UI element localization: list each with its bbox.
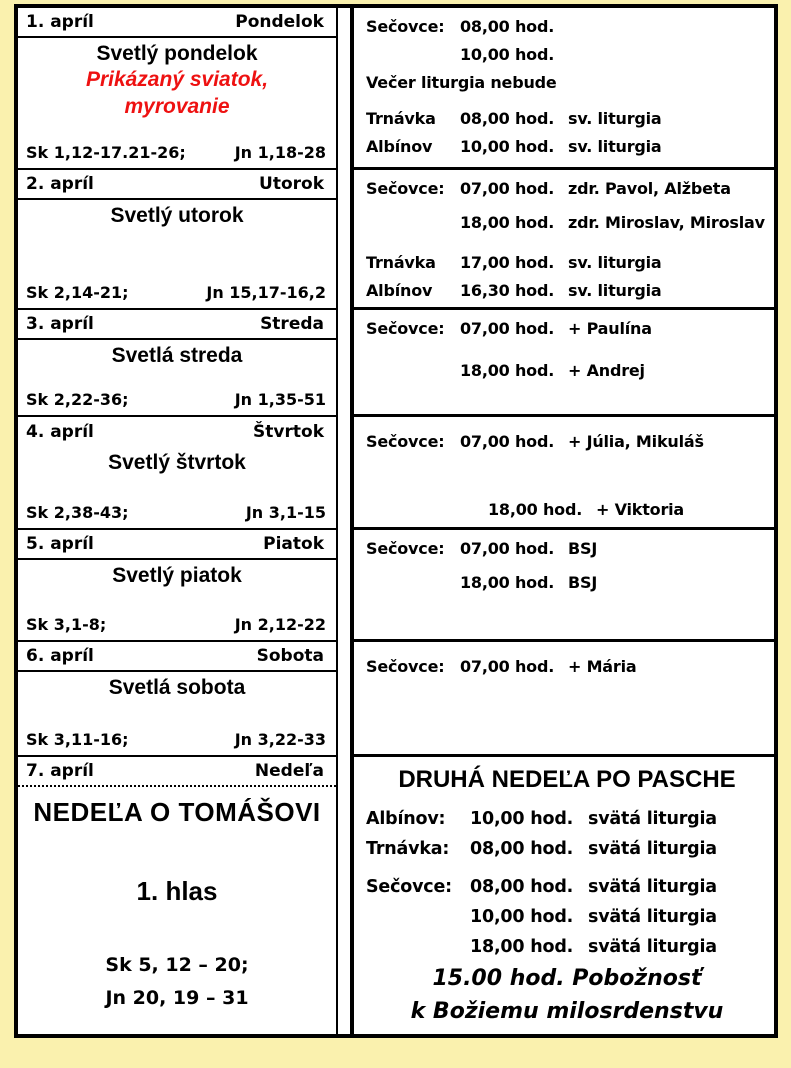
service-line <box>366 428 768 456</box>
service-time: 10,00 hod. <box>460 137 555 156</box>
service-time: 18,00 hod. <box>460 361 555 380</box>
service-intention: sv. liturgia <box>568 281 662 300</box>
services-cell-wednesday <box>350 310 774 417</box>
day-header <box>18 417 336 447</box>
holiday-note-line1: Prikázaný sviatok, <box>85 68 269 91</box>
service-intention <box>568 13 768 41</box>
readings <box>18 503 336 528</box>
service-line <box>366 105 768 133</box>
feast-title: Svetlá streda <box>111 344 243 367</box>
day-header <box>18 8 336 38</box>
date-label: 5. apríl <box>26 534 94 554</box>
service-line <box>366 13 768 41</box>
feast-title: Svetlá sobota <box>108 676 246 699</box>
service-time: 07,00 hod. <box>460 179 555 198</box>
feast-title: Svetlý utorok <box>110 204 244 227</box>
weekday-label: Sobota <box>256 646 324 666</box>
weekday-label: Utorok <box>259 174 324 194</box>
service-intention: BSJ <box>568 573 598 592</box>
weekday-label: Nedeľa <box>254 761 324 781</box>
reading-gospel: Jn 3,1-15 <box>245 503 326 522</box>
service-intention: sv. liturgia <box>568 109 662 128</box>
date-label: 3. apríl <box>26 314 94 334</box>
sunday-readings <box>18 949 336 1015</box>
service-line <box>366 804 768 834</box>
service-intention: BSJ <box>568 539 598 558</box>
service-time: 07,00 hod. <box>460 657 555 676</box>
service-line <box>366 315 768 343</box>
service-time: 08,00 hod. <box>470 877 574 897</box>
service-time: 08,00 hod. <box>470 839 574 859</box>
service-place <box>366 209 460 237</box>
feast-title: Svetlý štvrtok <box>108 451 246 474</box>
service-place: Sečovce: <box>366 17 445 36</box>
service-time: 10,00 hod. <box>460 45 555 64</box>
day-header <box>18 757 336 787</box>
services-cell-saturday <box>350 642 774 757</box>
service-line <box>366 902 768 932</box>
service-line <box>366 535 768 563</box>
service-time: 17,00 hod. <box>460 253 555 272</box>
feast-title: Svetlý piatok <box>112 564 242 587</box>
reading-epistle: Sk 2,22-36; <box>26 390 129 409</box>
service-place <box>366 357 460 385</box>
day-cell-wednesday <box>18 310 338 417</box>
sunday-title: DRUHÁ NEDEĽA PO PASCHE <box>398 766 736 793</box>
reading-gospel: Jn 3,22-33 <box>234 730 326 749</box>
service-intention: svätá liturgia <box>588 907 717 927</box>
service-time: 10,00 hod. <box>470 907 574 927</box>
reading-gospel: Jn 15,17-16,2 <box>206 283 326 302</box>
service-line <box>366 41 768 69</box>
date-label: 6. apríl <box>26 646 94 666</box>
devotion-line1: 15.00 hod. Pobožnosť <box>432 966 702 991</box>
reading-gospel: Jn 2,12-22 <box>234 615 326 634</box>
readings <box>18 390 336 415</box>
day-header <box>18 170 336 200</box>
service-time: 18,00 hod. <box>470 937 574 957</box>
service-place: Sečovce: <box>366 179 445 198</box>
service-line <box>366 357 768 385</box>
service-place <box>366 41 460 69</box>
service-time: 07,00 hod. <box>460 539 555 558</box>
service-line <box>366 872 768 902</box>
services-cell-tuesday <box>350 170 774 310</box>
service-place: Sečovce: <box>366 877 452 897</box>
holiday-note-line2: myrovanie <box>124 95 230 118</box>
devotion-line2: k Božiemu milosrdenstvu <box>410 999 724 1024</box>
service-time: 10,00 hod. <box>470 809 574 829</box>
reading-epistle: Sk 2,14-21; <box>26 283 129 302</box>
service-place <box>366 902 470 932</box>
service-place: Trnávka <box>366 253 436 272</box>
service-intention: + Paulína <box>568 319 652 338</box>
service-time: 07,00 hod. <box>460 319 555 338</box>
service-intention: zdr. Miroslav, Miroslav <box>568 213 765 232</box>
day-cell-friday <box>18 530 338 642</box>
service-intention: svätá liturgia <box>588 809 717 829</box>
service-line <box>366 834 768 864</box>
weekday-label: Streda <box>260 314 324 334</box>
service-place: Sečovce: <box>366 319 445 338</box>
service-line <box>366 569 768 597</box>
reading-epistle: Sk 2,38-43; <box>26 503 129 522</box>
service-place: Sečovce: <box>366 432 445 451</box>
services-cell-friday <box>350 530 774 642</box>
service-note-text: Večer liturgia nebude <box>366 73 557 92</box>
readings <box>18 730 336 755</box>
service-line <box>366 209 768 237</box>
service-intention: svätá liturgia <box>588 839 717 859</box>
service-intention: + Andrej <box>568 361 645 380</box>
schedule-table <box>14 4 778 1038</box>
day-cell-thursday <box>18 417 338 530</box>
service-line <box>366 175 768 203</box>
reading-gospel: Jn 20, 19 – 31 <box>105 987 249 1009</box>
day-header <box>18 530 336 560</box>
date-label: 7. apríl <box>26 761 94 781</box>
service-time: 08,00 hod. <box>460 109 555 128</box>
reading-gospel: Jn 1,18-28 <box>234 143 326 162</box>
sunday-feast-title: NEDEĽA O TOMÁŠOVI <box>33 797 321 827</box>
service-intention <box>568 41 768 69</box>
service-place <box>394 496 488 524</box>
service-place: Trnávka: <box>366 839 450 859</box>
readings <box>18 143 336 168</box>
service-time: 16,30 hod. <box>460 281 555 300</box>
services-cell-thursday <box>350 417 774 530</box>
service-line <box>366 932 768 962</box>
feast-title: Svetlý pondelok <box>96 42 258 65</box>
service-intention: + Júlia, Mikuláš <box>568 432 704 451</box>
date-label: 2. apríl <box>26 174 94 194</box>
readings <box>18 615 336 640</box>
service-line <box>366 653 768 681</box>
service-intention: svätá liturgia <box>588 877 717 897</box>
service-line <box>394 496 768 524</box>
service-time: 18,00 hod. <box>488 500 583 519</box>
day-cell-tuesday <box>18 170 338 310</box>
service-line <box>366 277 768 305</box>
service-intention: + Viktoria <box>596 500 685 519</box>
day-cell-sunday <box>18 757 338 1034</box>
services-cell-monday <box>350 8 774 170</box>
day-cell-saturday <box>18 642 338 757</box>
services-cell-sunday <box>350 757 774 1034</box>
day-header <box>18 642 336 672</box>
service-place: Albínov <box>366 281 433 300</box>
service-place: Sečovce: <box>366 539 445 558</box>
date-label: 4. apríl <box>26 422 94 442</box>
weekday-label: Piatok <box>263 534 324 554</box>
reading-epistle: Sk 5, 12 – 20; <box>105 954 249 976</box>
service-time: 08,00 hod. <box>460 17 555 36</box>
service-time: 18,00 hod. <box>460 573 555 592</box>
service-place: Trnávka <box>366 109 436 128</box>
day-header <box>18 310 336 340</box>
service-place <box>366 932 470 962</box>
reading-gospel: Jn 1,35-51 <box>234 390 326 409</box>
date-label: 1. apríl <box>26 12 94 32</box>
service-time: 18,00 hod. <box>460 213 555 232</box>
service-line <box>366 133 768 161</box>
reading-epistle: Sk 3,1-8; <box>26 615 107 634</box>
service-intention: sv. liturgia <box>568 137 662 156</box>
service-place: Albínov <box>366 137 433 156</box>
weekday-label: Pondelok <box>235 12 324 32</box>
service-place <box>366 569 460 597</box>
service-line <box>366 249 768 277</box>
service-intention: sv. liturgia <box>568 253 662 272</box>
reading-epistle: Sk 3,11-16; <box>26 730 129 749</box>
service-note <box>366 69 768 97</box>
readings <box>18 283 336 308</box>
reading-epistle: Sk 1,12-17.21-26; <box>26 143 186 162</box>
service-time: 07,00 hod. <box>460 432 555 451</box>
tone-label: 1. hlas <box>136 876 218 906</box>
service-intention: zdr. Pavol, Alžbeta <box>568 179 731 198</box>
day-cell-monday <box>18 8 338 170</box>
service-intention: svätá liturgia <box>588 937 717 957</box>
service-intention: + Mária <box>568 657 637 676</box>
weekday-label: Štvrtok <box>253 422 324 442</box>
service-place: Albínov: <box>366 809 446 829</box>
service-place: Sečovce: <box>366 657 445 676</box>
